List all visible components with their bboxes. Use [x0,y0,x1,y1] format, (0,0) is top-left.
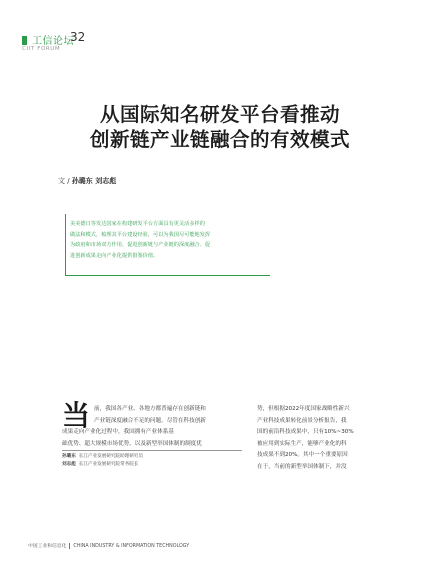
abstract-line: 做法和模式，梳理其平台建设经验，可以为我国尽可能地发挥 [70,231,211,238]
body-column-1 [62,427,202,450]
affiliation-name: 刘志彪 [62,461,76,467]
abstract-box [65,214,270,276]
body-line: 成果走向产业化过程中，我国拥有产业体系基 [62,429,174,435]
footer-separator [69,543,70,549]
body-line: 势，但根据2022年度国家战略性新兴 [257,406,350,412]
footer-publication-en: CHINA INDUSTRY & INFORMATION TECHNOLOGY [73,544,190,549]
section-marker [22,36,27,45]
affiliation-name: 孙璐东 [62,454,76,459]
body-line: 产业链深度融合不足的问题。尽管在科技创新 [94,417,206,424]
affiliation-item [62,461,143,469]
author-affiliations [62,453,143,468]
body-line: 技成果不到20%。其中一个重要原因 [257,452,348,458]
body-column-2 [257,404,354,473]
abstract-line: 进创新成果走向产业化提供借鉴价值。 [70,252,159,259]
affiliation-desc: 长江产业发展研究院常务院长 [78,461,139,467]
abstract-line: 为政府和市场双方作用、促进创新链与产业链的深度融合、促 [70,242,211,248]
page-number: 32 [70,30,86,44]
body-line: 被应用到实际生产，能够产业化的科 [257,440,347,447]
affiliation-item [62,453,143,461]
body-column-1-top [94,404,206,427]
body-line: 国的前沿科技成果中，只有10%~30% [257,429,354,435]
drop-cap: 当 [62,399,91,432]
page-footer [28,542,189,549]
byline [58,176,116,186]
body-line: 产业科技成果转化前景分析报告，我 [257,417,347,424]
article-title-line-2: 创新链产业链融合的有效模式 [89,128,350,151]
affiliation-desc: 长江产业发展研究院助理研究员 [78,454,144,459]
abstract-line: 美美德日等发达国家在构建研发平台方面具有更灵活多样的 [70,221,205,227]
body-line: 础优势、超大规模市场优势，以及新型举国体制的制度优 [62,440,202,447]
article-title-line-1: 从国际知名研发平台看推动 [99,103,340,126]
body-line: 前，我国各产业、各地方都普遍存在创新链和 [94,406,206,412]
footer-publication: 中国工业和信息化 [28,544,67,549]
byline-authors: 孙璐东 刘志彪 [71,177,117,185]
byline-prefix: 文 / [58,177,72,185]
section-title: 工信论坛 [32,36,74,47]
body-line: 在于，当前的新型举国体制下，并没 [257,463,347,470]
affiliation-divider [62,450,242,451]
section-subtitle: CIIT FORUM [22,46,61,52]
